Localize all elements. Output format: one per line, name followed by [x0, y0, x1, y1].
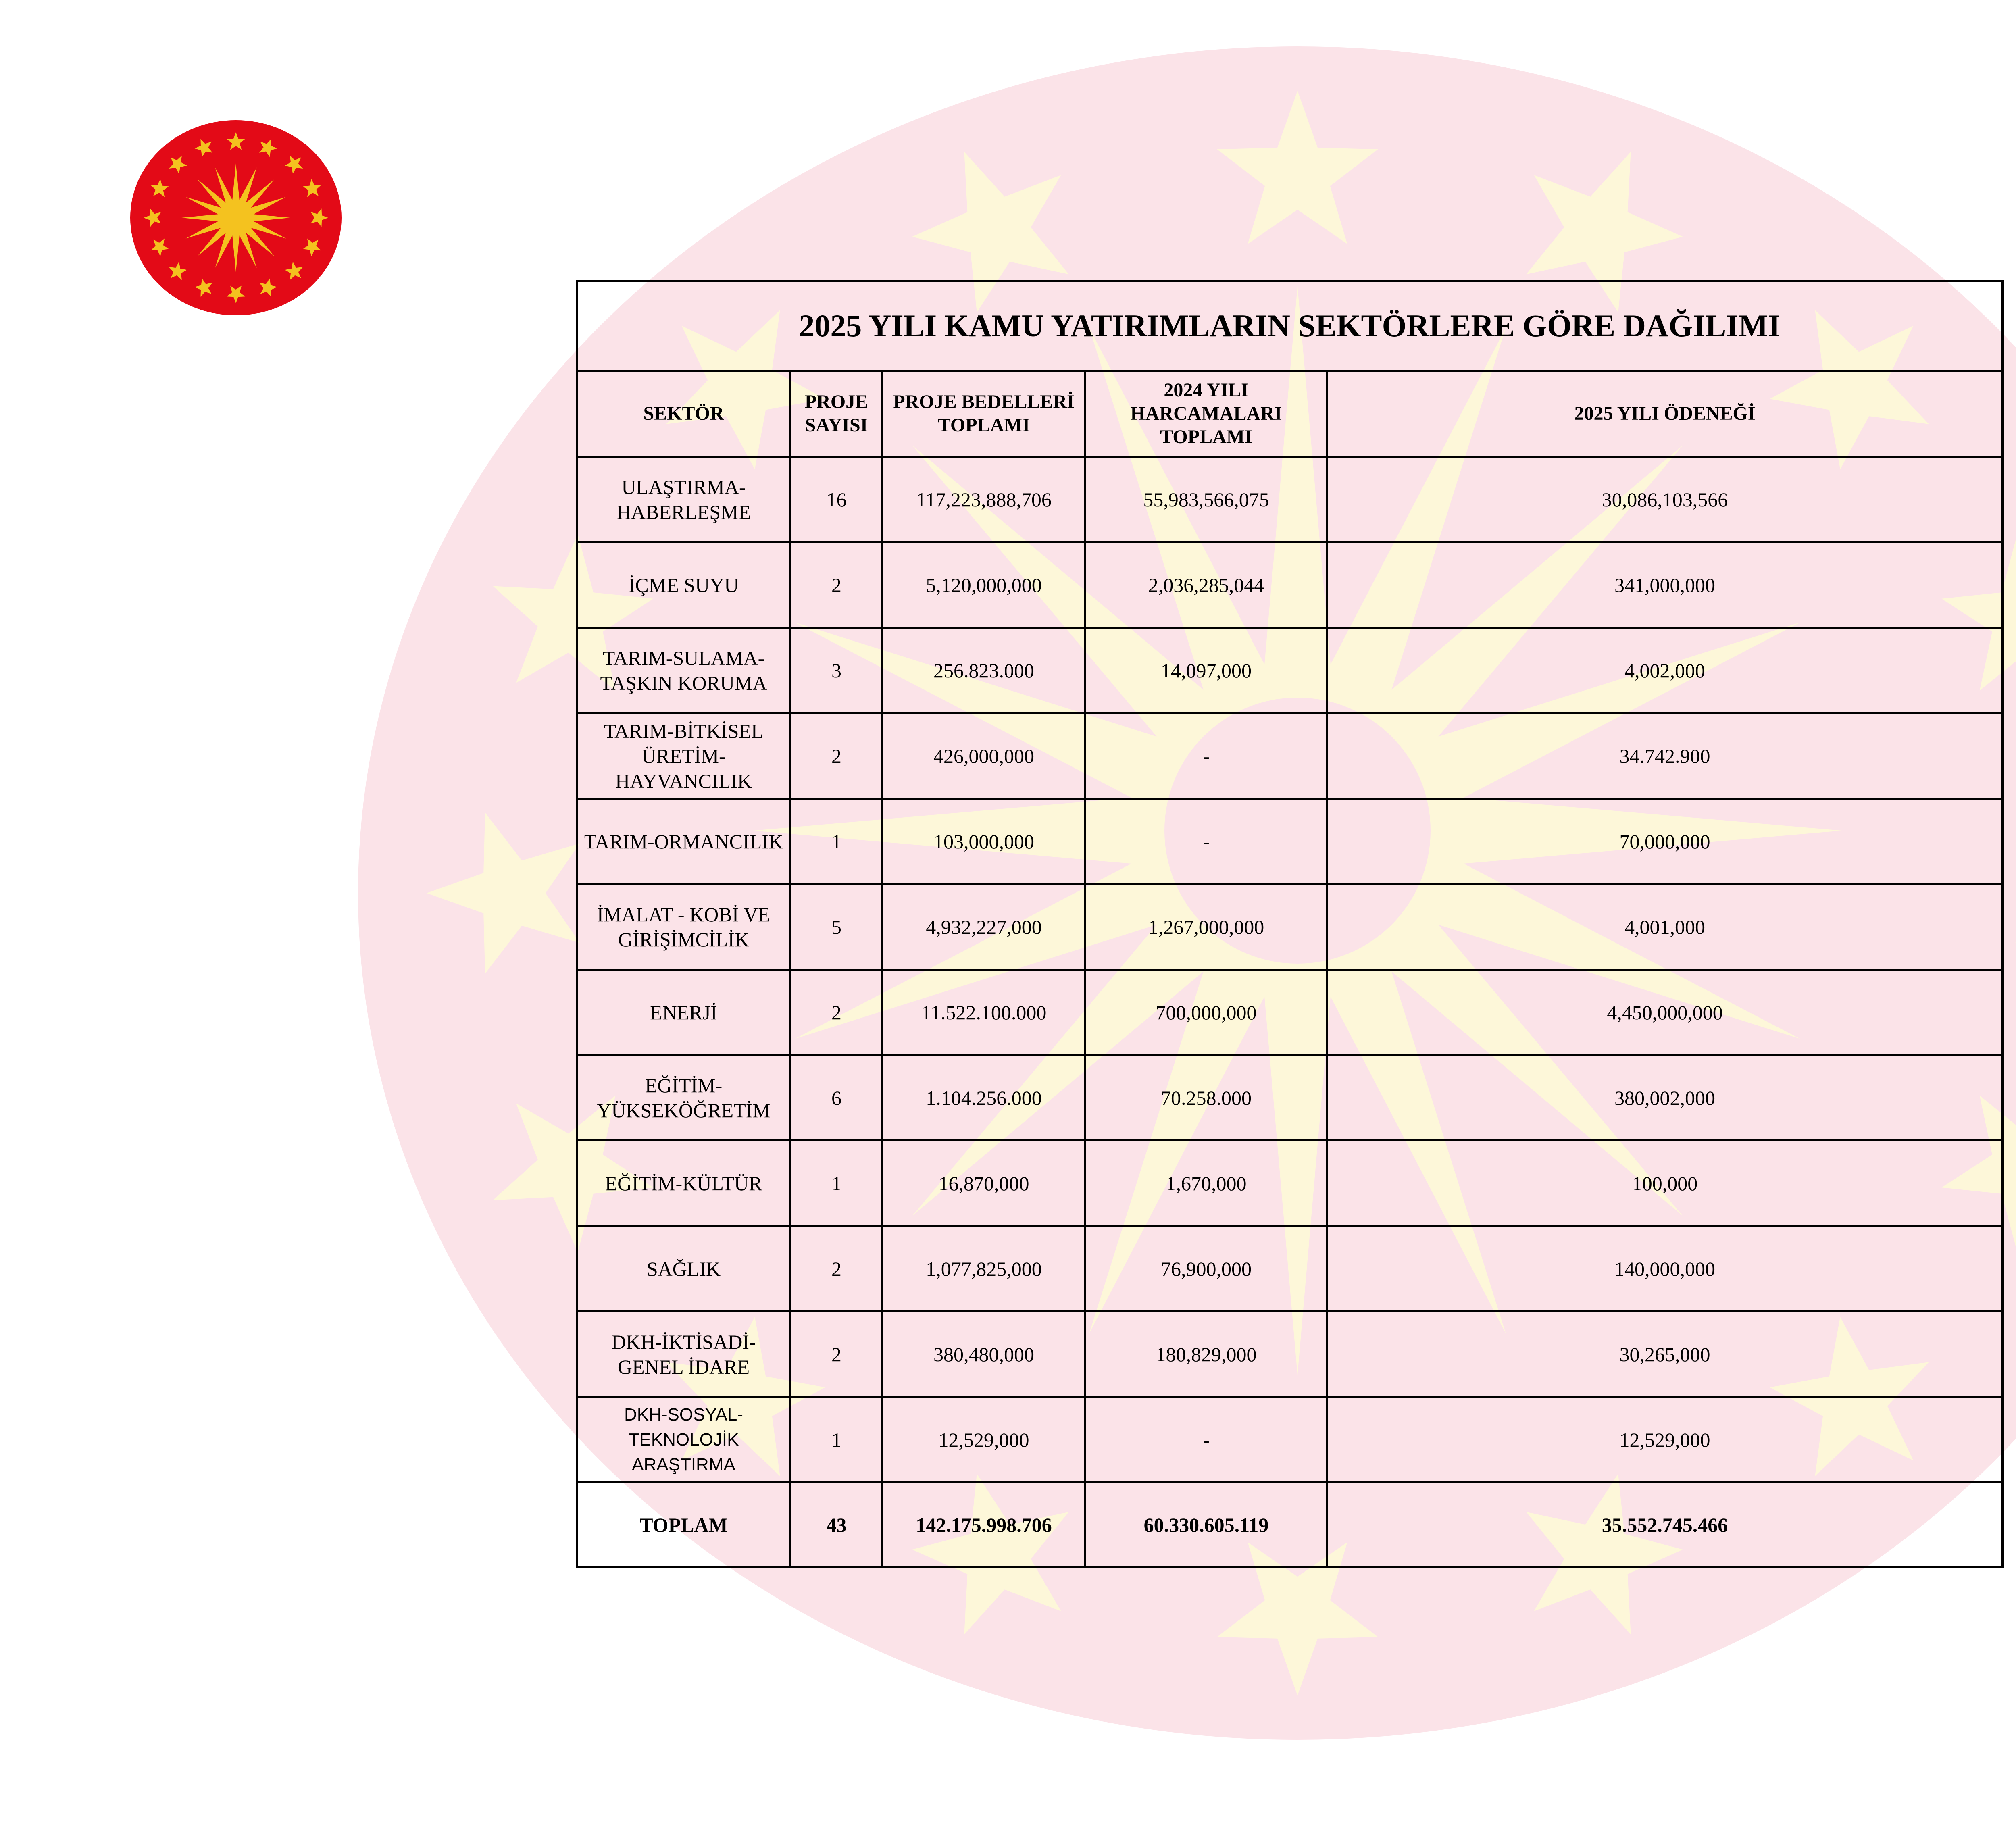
spending-2024-cell: - — [1085, 799, 1327, 884]
project-cost-cell: 16,870,000 — [883, 1141, 1085, 1226]
project-count-cell: 16 — [791, 457, 883, 542]
spending-2024-cell: 14,097,000 — [1085, 628, 1327, 713]
project-cost-cell: 117,223,888,706 — [883, 457, 1085, 542]
budget-2025-cell: 4,450,000,000 — [1327, 970, 2003, 1055]
sector-cell: DKH-İKTİSADİ-GENEL İDARE — [577, 1312, 791, 1397]
sector-cell: TARIM-SULAMA-TAŞKIN KORUMA — [577, 628, 791, 713]
project-count-cell: 1 — [791, 1141, 883, 1226]
table-row — [577, 1055, 2003, 1141]
project-cost-cell: 5,120,000,000 — [883, 542, 1085, 628]
budget-2025-cell: 12,529,000 — [1327, 1397, 2003, 1483]
sector-cell: EĞİTİM-KÜLTÜR — [577, 1141, 791, 1226]
table-row — [577, 542, 2003, 628]
sector-cell: EĞİTİM-YÜKSEKÖĞRETİM — [577, 1055, 791, 1141]
spending-2024-cell: 1,267,000,000 — [1085, 884, 1327, 970]
spending-2024-cell: - — [1085, 713, 1327, 799]
table-row — [577, 1312, 2003, 1397]
project-cost-cell: 256.823.000 — [883, 628, 1085, 713]
table-row — [577, 970, 2003, 1055]
column-header-2024-spending: 2024 YILI HARCAMALARI TOPLAMI — [1085, 371, 1327, 457]
table-row — [577, 1141, 2003, 1226]
column-header-2025-budget: 2025 YILI ÖDENEĞİ — [1327, 371, 2003, 457]
sector-cell: ENERJİ — [577, 970, 791, 1055]
budget-2025-cell: 4,001,000 — [1327, 884, 2003, 970]
table-header-row — [577, 371, 2003, 457]
total-spending-2024: 60.330.605.119 — [1085, 1483, 1327, 1567]
project-cost-cell: 426,000,000 — [883, 713, 1085, 799]
sector-cell: ULAŞTIRMA-HABERLEŞME — [577, 457, 791, 542]
spending-2024-cell: - — [1085, 1397, 1327, 1483]
spending-2024-cell: 2,036,285,044 — [1085, 542, 1327, 628]
spending-2024-cell: 700,000,000 — [1085, 970, 1327, 1055]
budget-2025-cell: 341,000,000 — [1327, 542, 2003, 628]
spending-2024-cell: 1,670,000 — [1085, 1141, 1327, 1226]
table-title: 2025 YILI KAMU YATIRIMLARIN SEKTÖRLERE GÖRE DAĞILIMI — [577, 281, 2003, 371]
column-header-project-cost: PROJE BEDELLERİ TOPLAMI — [883, 371, 1085, 457]
budget-2025-cell: 4,002,000 — [1327, 628, 2003, 713]
table-row — [577, 799, 2003, 884]
budget-2025-cell: 100,000 — [1327, 1141, 2003, 1226]
project-count-cell: 2 — [791, 1226, 883, 1312]
project-count-cell: 6 — [791, 1055, 883, 1141]
project-count-cell: 5 — [791, 884, 883, 970]
total-budget-2025: 35.552.745.466 — [1327, 1483, 2003, 1567]
table-row — [577, 628, 2003, 713]
sector-cell: DKH-SOSYAL-TEKNOLOJİK ARAŞTIRMA — [577, 1397, 791, 1483]
project-cost-cell: 11.522.100.000 — [883, 970, 1085, 1055]
budget-2025-cell: 30,086,103,566 — [1327, 457, 2003, 542]
sector-cell: İMALAT - KOBİ VE GİRİŞİMCİLİK — [577, 884, 791, 970]
project-cost-cell: 12,529,000 — [883, 1397, 1085, 1483]
sector-cell: TARIM-BİTKİSEL ÜRETİM-HAYVANCILIK — [577, 713, 791, 799]
project-cost-cell: 380,480,000 — [883, 1312, 1085, 1397]
project-count-cell: 2 — [791, 542, 883, 628]
spending-2024-cell: 180,829,000 — [1085, 1312, 1327, 1397]
total-label: TOPLAM — [577, 1483, 791, 1567]
column-header-project-count: PROJE SAYISI — [791, 371, 883, 457]
total-project-cost: 142.175.998.706 — [883, 1483, 1085, 1567]
budget-2025-cell: 380,002,000 — [1327, 1055, 2003, 1141]
budget-2025-cell: 34.742.900 — [1327, 713, 2003, 799]
sector-cell: TARIM-ORMANCILIK — [577, 799, 791, 884]
budget-2025-cell: 140,000,000 — [1327, 1226, 2003, 1312]
project-count-cell: 1 — [791, 799, 883, 884]
table-row — [577, 1226, 2003, 1312]
table-row — [577, 713, 2003, 799]
project-cost-cell: 1.104.256.000 — [883, 1055, 1085, 1141]
table-row — [577, 884, 2003, 970]
sector-cell: SAĞLIK — [577, 1226, 791, 1312]
presidential-seal-icon — [129, 119, 343, 317]
project-count-cell: 2 — [791, 970, 883, 1055]
total-project-count: 43 — [791, 1483, 883, 1567]
budget-2025-cell: 70,000,000 — [1327, 799, 2003, 884]
spending-2024-cell: 76,900,000 — [1085, 1226, 1327, 1312]
project-count-cell: 1 — [791, 1397, 883, 1483]
investment-table — [576, 280, 2004, 1568]
budget-2025-cell: 30,265,000 — [1327, 1312, 2003, 1397]
column-header-sector: SEKTÖR — [577, 371, 791, 457]
table-row — [577, 1397, 2003, 1483]
project-count-cell: 2 — [791, 713, 883, 799]
spending-2024-cell: 55,983,566,075 — [1085, 457, 1327, 542]
project-cost-cell: 103,000,000 — [883, 799, 1085, 884]
table-total-row — [577, 1483, 2003, 1567]
project-count-cell: 2 — [791, 1312, 883, 1397]
table-row — [577, 457, 2003, 542]
sector-cell: İÇME SUYU — [577, 542, 791, 628]
spending-2024-cell: 70.258.000 — [1085, 1055, 1327, 1141]
project-cost-cell: 1,077,825,000 — [883, 1226, 1085, 1312]
project-cost-cell: 4,932,227,000 — [883, 884, 1085, 970]
project-count-cell: 3 — [791, 628, 883, 713]
